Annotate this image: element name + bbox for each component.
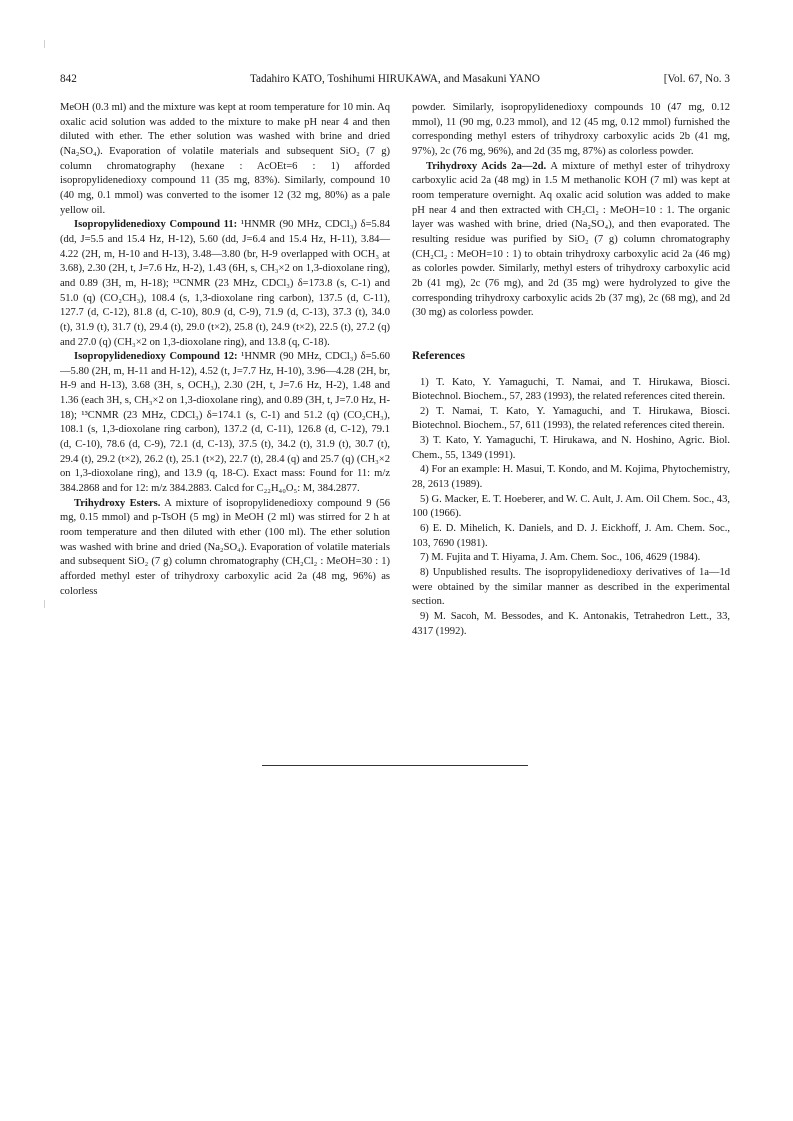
paragraph-continued: powder. Similarly, isopropylidenedioxy compounds 10 (47 mg, 0.12 mmol), 11 (90 mg, 0.23 mmol), and 12 (45 mg, 0.12 mmol) furnished the corresponding methyl esters of trihydroxy carboxylic acids 2b (41 mg, 97%), 2c (76 mg, 96%), and 2d (35 mg, 87%) as colorless powder.: [412, 102, 730, 157]
reference-list: [412, 376, 730, 640]
paragraph-trihydroxy-esters: [60, 497, 390, 600]
left-column: [60, 101, 390, 599]
paragraph-compound-11: [60, 218, 390, 350]
scan-edge-mark: [44, 40, 45, 48]
paragraph-continued: MeOH (0.3 ml) and the mixture was kept at room temperature for 10 min. Aq oxalic acid solution was added to the mixture to make pH near 4 and then diluted with ether. The ether solution was washed with brine and dried (Na₂SO₄). Evaporation of volatile materials and subsequent SiO₂ (7 g) column chromatography (hexane : AcOEt=6 : 1) afforded isopropylidenedioxy compound 11 (35 mg, 83%). Similarly, compound 10 (40 mg, 0.1 mmol) was converted to the isomer 12 (32 mg, 80%) as a pale yellow oil.: [60, 102, 390, 216]
paragraph-text: A mixture of methyl ester of trihydroxy carboxylic acid 2a (48 mg) in 1.5 M methanolic KOH (7 ml) was kept at room temperature overnight. Aq oxalic acid solution was added to make pH near 4 and then extracted with CH₂Cl₂ : MeOH=10 : 1. The organic layer was washed with brine, dried (Na₂SO₄), and then evaporated. The resulting residue was purified by SiO₂ (7 g) column chromatography (CH₂Cl₂ : MeOH=10 : 1) to obtain trihydroxy carboxylic acid 2a (46 mg) as colorles powder. Similarly, methyl esters of trihydroxy carboxylic acid 2b (41 mg), 2c (76 mg), and 2d (35 mg) were hydrolyzed to give the corresponding trihydroxy carboxylic acids 2b (37 mg), 2c (68 mg), and 2d (30 mg) as colorless powder.: [412, 160, 730, 319]
paragraph-compound-12: [60, 350, 390, 497]
reference-item: 4) For an example: H. Masui, T. Kondo, and M. Kojima, Phytochemistry, 28, 2613 (1989).: [412, 464, 730, 491]
section-heading: Isopropylidenedioxy Compound 12:: [74, 351, 238, 363]
paragraph-text: A mixture of isopropylidenedioxy compound 9 (56 mg, 0.15 mmol) and p-TsOH (5 mg) in MeOH (2 ml) was stirred for 2 h at room temperature and then diluted with ether (100 ml). The ether solution was washed with brine and dried (Na₂SO₄). Evaporation of volatile materials and subsequent SiO₂ (7 g) column chromatography (CH₂Cl₂ : MeOH=30 : 1) afforded methyl ester of trihydroxy carboxylic acid 2a (48 mg, 96%) as colorless: [60, 497, 391, 597]
reference-item: 8) Unpublished results. The isopropylidenedioxy derivatives of 1a—1d were obtained by the similar manner as described in the experimental section.: [412, 567, 730, 608]
journal-volume: [Vol. 67, No. 3: [663, 73, 730, 85]
paragraph-text: ¹HNMR (90 MHz, CDCl₃) δ=5.60—5.80 (2H, m, H-11 and H-12), 4.52 (t, J=7.7 Hz, H-10), 3.96—4.28 (2H, br, H-9 and H-13), 3.68 (3H, s, OCH₃), 2.30 (2H, t, J=7.6 Hz, H-2), 1.48 and 1.36 (each 3H, s, CH₃×2 on 1,3-dioxolane ring), and 0.89 (3H, t, J=7.0 Hz, H-18); ¹³CNMR (23 MHz, CDCl₃) δ=174.1 (s, C-1) and 51.2 (q) (CO₂CH₃), 108.1 (s, 1,3-dioxolane ring carbon), 137.2 (d, C-11), 126.8 (d, C-12), 79.1 (d, C-10), 78.6 (d, C-9), 72.1 (d, C-13), 37.5 (t), 34.2 (t), 31.9 (t), 30.7 (t), 29.4 (t), 29.2 (t×2), 26.2 (t), 25.1 (t×2), 22.7 (t), 28.4 (q) and 25.7 (q) (CH₃×2 on 1,3-dioxolane ring), and 13.9 (q, 18-C). Exact mass: Found for 11: m/z 384.2868 and for 12: m/z 384.2883. Calcd for C₂₂H₄₀O₅: M, 384.2877.: [60, 351, 390, 495]
running-authors: Tadahiro KATO, Toshihumi HIRUKAWA, and Masakuni YANO: [249, 73, 541, 85]
reference-item: 6) E. D. Mihelich, K. Daniels, and D. J. Eickhoff, J. Am. Chem. Soc., 103, 7690 (1981).: [412, 523, 730, 549]
paragraph-text: ¹HNMR (90 MHz, CDCl₃) δ=5.84 (dd, J=5.5 and 15.4 Hz, H-12), 5.60 (dd, J=6.4 and 15.4 Hz, H-11), 3.84—4.22 (2H, m, H-10 and H-13), 3.48—3.80 (br, H-9 overlapped with OCH₃ at 3.68), 2.30 (2H, t, J=7.6 Hz, H-2), 1.43 (6H, s, CH₃×2 on 1,3-dioxolane ring), and 0.89 (3H, m, H-18); ¹³CNMR (23 MHz, CDCl₃) δ=173.8 (s, C-1) and 51.0 (q) (CO₂CH₃), 108.4 (s, 1,3-dioxolane ring carbon), 137.5 (d, C-11), 127.7 (d, C-12), 81.8 (d, C-10), 80.9 (d, C-9), 71.9 (d, C-13), 37.3 (t), 34.0 (t), 31.9 (t), 31.7 (t), 29.4 (t), 29.0 (t×2), 25.8 (t), 24.9 (t×2), 22.5 (t), 27.2 (q) and 27.0 (q) (CH₃×2 on 1,3-dioxolane ring), and 13.8 (q, C-18).: [60, 219, 390, 348]
page-number: 842: [60, 73, 77, 85]
reference-item: 7) M. Fujita and T. Hiyama, J. Am. Chem. Soc., 106, 4629 (1984).: [420, 552, 701, 564]
section-heading: Trihydroxy Esters.: [74, 497, 161, 509]
paragraph-trihydroxy-acids: [412, 160, 730, 321]
reference-item: 1) T. Kato, Y. Yamaguchi, T. Namai, and T. Hirukawa, Biosci. Biotechnol. Biochem., 57, 283 (1993), the related references cited therein.: [412, 376, 730, 403]
right-column: [412, 101, 730, 639]
reference-item: 3) T. Kato, Y. Yamaguchi, T. Hirukawa, and N. Hoshino, Agric. Biol. Chem., 55, 1349 (1991).: [412, 435, 730, 461]
references-heading: References: [412, 349, 465, 362]
reference-item: 5) G. Macker, E. T. Hoeberer, and W. C. Ault, J. Am. Oil Chem. Soc., 43, 100 (1966).: [412, 493, 730, 520]
scan-edge-mark: [44, 600, 45, 608]
section-heading: Isopropylidenedioxy Compound 11:: [74, 219, 238, 231]
reference-item: 2) T. Namai, T. Kato, Y. Yamaguchi, and T. Hirukawa, Biosci. Biotechnol. Biochem., 57, 611 (1993), the related references cited therein.: [412, 405, 730, 432]
end-rule: [262, 765, 528, 766]
section-heading: Trihydroxy Acids 2a—2d.: [426, 160, 547, 172]
reference-item: 9) M. Sacoh, M. Bessodes, and K. Antonakis, Tetrahedron Lett., 33, 4317 (1992).: [412, 611, 730, 637]
